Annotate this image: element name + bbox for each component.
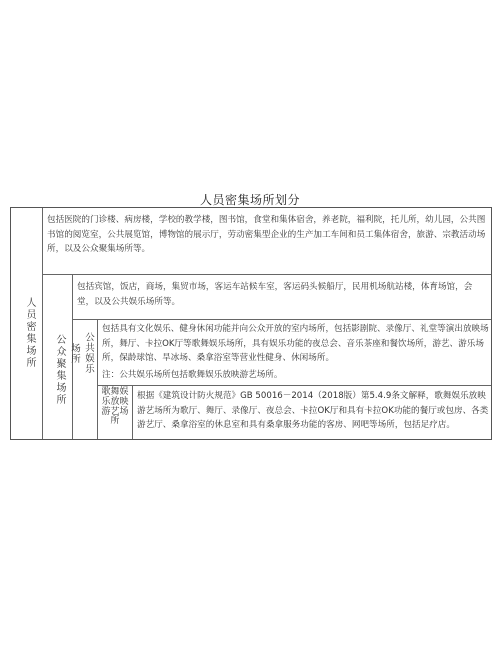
divider [72,319,491,320]
public-entertainment-description: 包括具有文化娱乐、健身休闲功能并向公众开放的室内场所，包括影剧院、录像厅、礼堂等演出放映场所，舞厅、卡拉OK厅等歌舞娱乐场所，具有娱乐功能的夜总会、音乐茶座和餐饮场所，游艺、游乐场所，保龄球馆、旱冰场、桑拿浴室等营业性健身、休闲场所。 [102,324,489,363]
public-gathering-description: 包括宾馆，饭店，商场，集贸市场，客运车站候车室，客运码头候船厅，民用机场航站楼，体育场馆，会堂，以及公共娱乐场所等。 [77,282,473,307]
public-entertainment-note: 注：公共娱乐场所包括歌舞娱乐放映游艺场所。 [102,370,283,380]
divider [42,274,491,275]
public-gathering-label: 公众聚集场所 [54,334,65,406]
crowded-places-label: 人员密集场所 [24,297,35,369]
crowded-places-description: 包括医院的门诊楼、病房楼，学校的教学楼，图书馆，食堂和集体宿舍，养老院，福利院，托儿所，幼儿园，公共图书馆的阅览室，公共展览馆，博物馆的展示厅，劳动密集型企业的生产加工车间和员工集体宿舍，旅游、宗教活动场所，以及公众聚集场所等。 [47,215,486,254]
divider [97,385,491,386]
divider [97,319,98,439]
page-title: 人员密集场所划分 [199,193,300,207]
classification-table [10,207,492,440]
divider [132,385,133,439]
song-dance-venues-label: 歌舞娱乐放映游艺场所 [101,387,129,427]
public-entertainment-label: 公共娱乐场所 [69,332,94,374]
divider [42,208,43,439]
song-dance-venues-description: 根据《建筑设计防火规范》GB 50016－2014（2018版）第5.4.9条文解释，歌舞娱乐放映游艺场所为歌厅、舞厅、录像厅、夜总会、卡拉OK厅和具有卡拉OK功能的餐厅或包房、各类游艺厅、桑拿浴室的休息室和具有桑拿服务功能的客房、网吧等场所，包括足疗店。 [137,391,489,430]
